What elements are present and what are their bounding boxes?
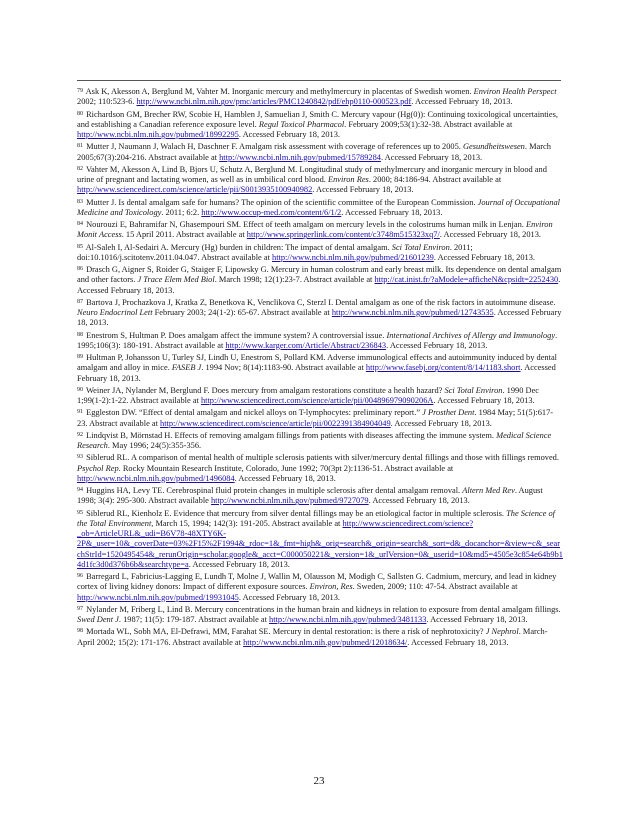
footnote-text: Drasch G, Aigner S, Roider G, Staiger F, Lipowsky G. Mercury in human colostrum and early breast milk. Its dependence on dental amalgam and other factors. [77, 265, 562, 285]
footnote-text: Siblerud RL, Kienholz E. Evidence that mercury from silver dental fillings may be an etiological factor in multiple sclerosis. [84, 508, 507, 518]
journal-title: The Science of the Total Environment [77, 508, 555, 528]
footnote-text: Lindqvist B, Mörnstad H. Effects of removing amalgam fillings from patients with diseases affecting the immune system. [84, 430, 497, 440]
footnote-number: 98 [77, 628, 83, 635]
footnote-text: . Accessed February 18, 2013. [234, 473, 336, 483]
footnote-url-link[interactable]: http://www.ncbi.nlm.nih.gov/pubmed/12743535 [331, 308, 494, 317]
footnote-entry [77, 219, 563, 241]
footnote-number: 95 [77, 509, 83, 516]
footnote-text: Siblerud RL. A comparison of mental health of multiple sclerosis patients with silver/mercury dental fillings and those with fillings removed. [84, 453, 559, 463]
footnote-url-link[interactable]: http://cat.inist.fr/?aModele=afficheN&cpsidt=2252430 [374, 275, 559, 285]
footnote-text: . Rocky Mountain Research Institute, Colorado, June 1992; 70(3pt 2):1136-51. Abstract available at [118, 463, 454, 473]
journal-title: Altern Med Rev [462, 486, 515, 495]
footnote-text: February 2003; 24(1-2): 65-67. Abstract available at [152, 308, 332, 317]
journal-title: Gesundheitswesen [463, 142, 525, 152]
journal-title: Regul Toxicol Pharmacol [258, 119, 345, 129]
footnote-url-link[interactable]: http://www.ncbi.nlm.nih.gov/pubmed/9727079 [210, 496, 369, 506]
journal-title: Journal of Occupational Medicine and Toxicology [77, 197, 560, 217]
footnote-number: 93 [77, 454, 83, 461]
footnote-text: . Accessed February 18, 2013. [433, 396, 535, 405]
footnote-text: . Accessed February 18, 2013. [411, 97, 513, 107]
journal-title: Environ Health Perspect [473, 87, 557, 96]
footnote-number: 92 [77, 431, 83, 438]
journal-title: J Prosthet Dent [422, 408, 475, 418]
journal-title: J Trace Elem Med Biol [137, 275, 215, 285]
footnote-entry [77, 571, 563, 603]
footnote-url-link[interactable]: http://www.sciencedirect.com/science/article/pii/S0013935100940982 [77, 185, 313, 195]
footnote-text: . Accessed February 18, 2013. [238, 130, 341, 139]
footnote-entry [77, 626, 563, 648]
footnote-text: Ask K, Akesson A, Berglund M, Vahter M. Inorganic mercury and methylmercury in placentas of Swedish women. [84, 87, 474, 96]
journal-title: Swed Dent J [77, 615, 119, 624]
footnote-text: Barregard L, Fabricius-Lagging E, Lundh T, Molne J, Wallin M, Olausson M, Modigh C, Sallsten G. Cadmium, mercury, and lead in kidney cortex of living kidney donors: Impact of different exposure sources. [77, 572, 557, 592]
footnote-number: 87 [77, 298, 83, 305]
footnote-number: 80 [77, 110, 83, 117]
footnote-text: . March-April 2002; 15(2): 171-176. Abstract available at [77, 627, 548, 647]
footnote-text: . March 2005;67(3):204-216. Abstract available at [77, 142, 551, 162]
footnote-url-link[interactable]: http://www.occup-med.com/content/6/1/2 [201, 207, 342, 217]
journal-title: Psychol Rep [77, 463, 119, 473]
footnote-text: Al-Saleh I, Al-Sedairi A. Mercury (Hg) burden in children: The impact of dental amalgam. [84, 242, 392, 252]
footnote-text: . 1994 Nov; 8(14):1183-90. Abstract available at [201, 363, 366, 373]
footnote-text: . Accessed February 18, 2013. [77, 363, 556, 383]
footnote-text: . Sweden, 2009; 110: 47-54. Abstract available at [352, 582, 518, 592]
footnote-entry [77, 297, 563, 329]
footnote-number: 97 [77, 605, 83, 612]
footnote-text: . Accessed February 18, 2013. [439, 230, 541, 240]
footnote-text: . Accessed February 18, 2013. [380, 152, 483, 162]
footnote-number: 88 [77, 331, 83, 338]
footnote-number: 81 [77, 143, 83, 150]
footnote-text: . August 1998; 3(4): 295-300. Abstract available [77, 486, 543, 506]
footnote-url-link[interactable]: http://www.ncbi.nlm.nih.gov/pubmed/21601239 [272, 252, 434, 262]
footnote-entry [77, 604, 563, 626]
footnote-number: 94 [77, 487, 83, 493]
footnote-url-link[interactable]: http://www.fasebj.org/content/8/14/1183.short [365, 363, 521, 373]
footnote-number: 85 [77, 243, 83, 250]
footnote-text: Enestrom S, Hultman P. Does amalgam affect the immune system? A controversial issue. [84, 330, 387, 340]
footnote-number: 79 [77, 88, 83, 94]
footnote-text: . Accessed February 18, 2013. [77, 308, 562, 328]
footnote-entry [77, 264, 563, 296]
footnote-text: . Accessed February 18, 2013. [407, 637, 509, 647]
footnote-url-link[interactable]: http://www.ncbi.nlm.nih.gov/pmc/articles/PMC1240842/pdf/ehp0110-000523.pdf [136, 97, 412, 107]
footnote-separator-rule [77, 80, 561, 81]
footnote-text: Hultman P, Johansson U, Turley SJ, Lindh U, Enestrom S, Pollard KM. Adverse immunological effects and autoimmunity induced by dental amalgam and alloy in mice. [77, 353, 557, 373]
footnote-text: . Accessed February 18, 2013. [426, 615, 528, 624]
footnote-text: . 1995;106(3): 180-191. Abstract available at [77, 330, 558, 350]
footnote-url-link[interactable]: http://www.ncbi.nlm.nih.gov/pubmed/3481133 [269, 615, 427, 624]
footnote-entry [77, 385, 563, 407]
footnote-text: Nylander M, Friberg L, Lind B. Mercury concentrations in the human brain and kidneys in relation to exposure from dental amalgam fillings. [84, 604, 561, 614]
page-number: 23 [313, 775, 325, 787]
footnote-entry [77, 330, 563, 352]
footnote-url-link[interactable]: http://www.karger.com/Article/Abstract/236843 [225, 340, 387, 350]
footnote-entry [77, 407, 563, 429]
footnote-number: 90 [77, 386, 83, 393]
footnote-text: . 1984 May; 51(5):617-23. Abstract available at [77, 408, 554, 428]
journal-title: FASEB J [171, 363, 202, 373]
footnote-text: . 2011; doi:10.1016/j.scitotenv.2011.04.047. Abstract available at [77, 242, 473, 262]
footnote-url-link[interactable]: http://www.sciencedirect.com/science/article/pii/004896979090206A [200, 396, 434, 405]
footnote-text: . 15 April 2011. Abstract available at [121, 230, 247, 240]
footnote-text: . 2011; 6:2. [161, 207, 202, 217]
footnote-text: , March 15, 1994; 142(3): 191-205. Abstract available at [151, 518, 343, 528]
footnote-url-link[interactable]: http://www.sciencedirect.com/science/article/pii/0022391384904049 [160, 418, 391, 428]
footnote-text: . 2000; 84:186-94. Abstract available at [368, 175, 502, 184]
footnote-text: . Accessed February 18, 2013. [390, 418, 492, 428]
footnote-number: 89 [77, 354, 83, 360]
footnote-text: . May 1996; 24(5):355-356. [107, 441, 202, 450]
footnote-url-link[interactable]: http://www.ncbi.nlm.nih.gov/pubmed/1496084 [77, 473, 235, 483]
footnote-entry [77, 508, 563, 571]
footnote-text: . Accessed February 18, 2013. [312, 185, 414, 195]
footnote-text: . 1987; 11(5): 179-187. Abstract available at [118, 615, 270, 624]
footnote-text: Mutter J, Naumann J, Walach H, Daschner F. Amalgam risk assessment with coverage of references up to 2005. [84, 142, 463, 152]
footnote-text: Mutter J. Is dental amalgam safe for humans? The opinion of the scientific committee of the European Commission. [84, 197, 478, 207]
footnote-text: Vahter M, Akesson A, Lind B, Bjors U, Schutz A, Berglund M. Longitudinal study of methylmercury and inorganic mercury in blood and urine of pregnant and lactating women, as well as in umbilical cord blood. [77, 164, 547, 184]
footnote-entry [77, 197, 563, 219]
footnote-url-link[interactable]: http://www.ncbi.nlm.nih.gov/pubmed/19931045 [77, 592, 239, 602]
footnote-text: . February 2009;53(1):32-38. Abstract available at [344, 119, 513, 129]
footnote-text: Bartova J, Prochazkova J, Kratka Z, Benetkova K, Venclikova C, Sterzl I. Dental amalgam as one of the risk factors in autoimmune disease. [84, 297, 556, 307]
footnote-url-link[interactable]: http://www.sciencedirect.com/science?_ob=ArticleURL&_udi=B6V78-48XTY6K-2P&_user=10&_coverDate=03%2F15%2F1994&_rdoc=1&_fmt=high&_orig=search&_origin=search&_sort=d&_docanchor=&view=c&_searchStrId=1520495454&_rerunOrigin=scholar.google&_acct=C000050221&_version=1&_urlVersion=0&_userid=10&md5=4505e3c854e64b9b14d1fc3d0d376b6b&searchtype=a [77, 518, 563, 569]
journal-title: Environ, Res [309, 582, 353, 592]
footnote-entry [77, 164, 563, 196]
footnote-text: . Accessed February 18, 2013. [77, 275, 561, 295]
footnote-entry [77, 352, 563, 384]
footnote-url-link[interactable]: http://www.springerlink.com/content/c3748m515323xq7/ [246, 230, 440, 240]
footnote-text: . Accessed February 18, 2013. [188, 559, 290, 569]
footnote-text: Eggleston DW. “Effect of dental amalgam and nickel alloys on T-lymphocytes: preliminary report.” [84, 408, 423, 418]
footnote-number: 83 [77, 198, 83, 205]
footnote-text: Huggins HA, Levy TE. Cerebrospinal fluid protein changes in multiple sclerosis after dental amalgam removal. [84, 486, 463, 495]
footnote-text: Richardson GM, Brecher RW, Scobie H, Hamblen J, Samuelian J, Smith C. Mercury vapour (Hg(0)): Continuing toxicological uncertainties, and establishing a Canadian reference exposure level. [77, 109, 558, 129]
footnote-number: 91 [77, 409, 83, 416]
footnote-text: . Accessed February 18, 2013. [368, 496, 470, 506]
journal-title: Medical Science Research [77, 430, 552, 450]
footnote-text: Nourouzi E, Bahramifar N, Ghasempouri SM. Effect of teeth amalgam on mercury levels in the colostrums human milk in Lenjan. [84, 220, 526, 229]
footnote-entry [77, 109, 563, 141]
footnote-text: Weiner JA, Nylander M, Berglund F. Does mercury from amalgam restorations constitute a health hazard? [84, 385, 445, 395]
footnote-text: . 1990 Dec 1;99(1-2):1-22. Abstract available at [77, 385, 539, 405]
footnote-text: . Accessed February 18, 2013. [386, 340, 488, 350]
footnote-url-link[interactable]: http://www.ncbi.nlm.nih.gov/pubmed/18992295 [77, 130, 239, 139]
journal-title: Environ Res [327, 175, 369, 184]
footnote-text: 2002; 110:523-6. [77, 97, 137, 107]
footnote-text: Mortada WL, Sobh MA, El-Defrawi, MM, Farahat SE. Mercury in dental restoration: is there a risk of nephrotoxicity? [84, 627, 486, 637]
footnote-number: 96 [77, 573, 83, 579]
footnote-entry [77, 86, 563, 108]
footnotes-list [77, 86, 563, 649]
journal-title: J Nephrol [485, 627, 519, 637]
journal-title: Sci Total Environ [391, 242, 450, 252]
footnote-number: 86 [77, 266, 83, 272]
footnote-text: . March 1998; 12(1):23-7. Abstract available at [214, 275, 375, 285]
footnote-text: . Accessed February 18, 2013. [238, 592, 341, 602]
footnote-url-link[interactable]: http://www.ncbi.nlm.nih.gov/pubmed/15789284 [219, 152, 381, 162]
journal-title: International Archives of Allergy and Immunology [386, 330, 556, 340]
footnote-entry [77, 485, 563, 507]
footnote-url-link[interactable]: http://www.ncbi.nlm.nih.gov/pubmed/12018634/ [243, 637, 408, 647]
footnote-entry [77, 430, 563, 452]
footnote-entry [77, 141, 563, 163]
footnote-number: 84 [77, 221, 83, 227]
footnote-text: . Accessed February 18, 2013. [433, 252, 536, 262]
footnote-entry [77, 242, 563, 264]
journal-title: Neuro Endocrinol Lett [77, 308, 153, 317]
footnote-text: . Accessed February 18, 2013. [341, 207, 443, 217]
footnote-entry [77, 452, 563, 484]
journal-title: Environ Monit Access [77, 220, 553, 240]
journal-title: Sci Total Environ [444, 385, 503, 395]
footnote-number: 82 [77, 165, 83, 172]
